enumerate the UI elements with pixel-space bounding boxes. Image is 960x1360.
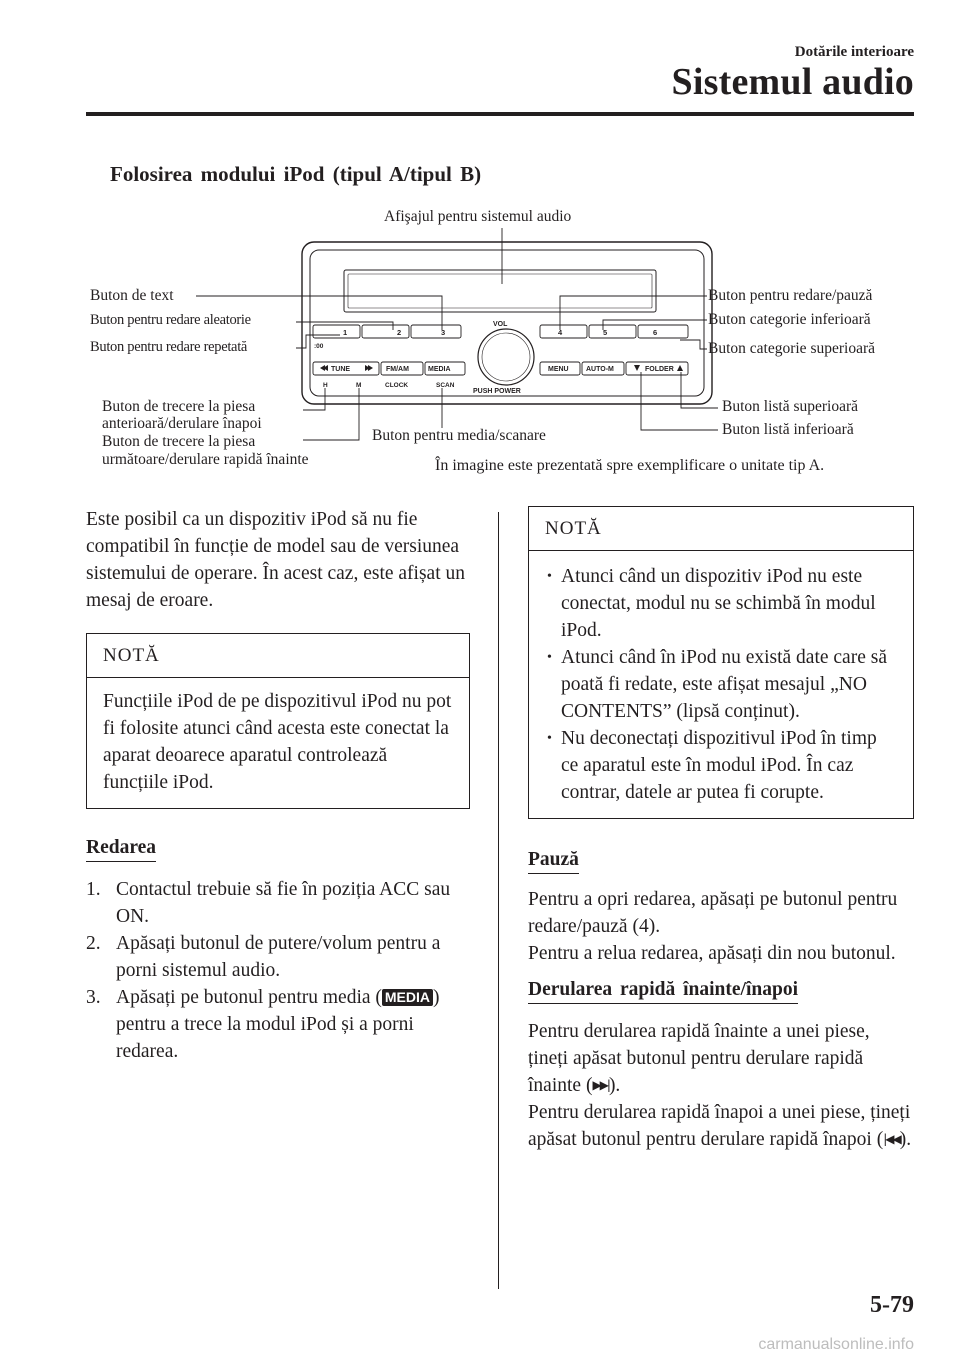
note-bullets: [529, 551, 913, 818]
preset-4-label: 4: [558, 328, 563, 337]
scan-label: SCAN: [436, 382, 455, 389]
push-power-label: PUSH POWER: [473, 388, 521, 395]
step-text: Apăsați butonul de putere/volum pentru a porni sistemul audio.: [116, 933, 441, 981]
preset-button-5: [589, 325, 636, 338]
tune-arrows-icon: [320, 365, 683, 371]
label-repeat-button: Buton pentru redare repetată: [90, 339, 248, 355]
preset-6-label: 6: [653, 328, 658, 337]
note-box-right: [528, 506, 914, 819]
list-item: [86, 876, 470, 930]
list-item: [86, 984, 470, 1065]
note-text: Funcțiile iPod de pe dispozitivul iPod nu pot fi folosite atunci când acesta este conectat la aparat deoarece aparatul controlează funcțiile iPod.: [103, 691, 452, 793]
pauza-title: Pauză: [528, 849, 579, 874]
label-next-track-2: următoare/derulare rapidă înainte: [102, 451, 309, 468]
step-text-pre: Apăsați pe butonul pentru media (: [116, 987, 382, 1008]
step-number: 2.: [86, 933, 101, 954]
label-display: Afişajul pentru sistemul audio: [384, 208, 572, 225]
label-play-pause: Buton pentru redare/pauză: [708, 287, 873, 304]
steps-list: [86, 876, 470, 1065]
left-column: [86, 506, 470, 1065]
derulare-paragraph-1: [528, 1018, 914, 1099]
derulare-text-pre: Pentru derularea rapidă înapoi a unei piese, țineți apăsat butonul pentru derulare rapidă înapoi (: [528, 1102, 911, 1150]
pauza-paragraph-1: Pentru a opri redarea, apăsați pe butonul pentru redare/pauză (4).: [528, 889, 898, 937]
watermark: carmanualsonline.info: [758, 1336, 914, 1353]
folder-label: FOLDER: [645, 366, 674, 373]
list-item: [545, 725, 897, 806]
label-list-up: Buton listă superioară: [722, 398, 859, 415]
intro-paragraph: Este posibil ca un dispozitiv iPod să nu fie compatibil în funcție de model sau de versiunea sistemului de operare. În acest caz, este afișat un mesaj de eroare.: [86, 509, 466, 611]
derulare-text-post: ).: [899, 1129, 912, 1150]
label-list-down: Buton listă inferioară: [722, 421, 854, 438]
bullet-icon: •: [547, 569, 552, 584]
label-next-track-1: Buton de trecere la piesa: [102, 433, 256, 450]
preset-button-4: [540, 325, 587, 338]
unit-display: [344, 270, 656, 312]
list-item: [545, 644, 897, 725]
step-number: 3.: [86, 987, 101, 1008]
bullet-text: Nu deconectați dispozitivul iPod în timp ce aparatul este în modul iPod. În caz contrar, datele ar putea fi corupte.: [561, 728, 877, 803]
derulare-title: Derularea rapidă înainte/înapoi: [528, 979, 798, 1004]
derulare-text-post: ).: [608, 1075, 621, 1096]
audio-unit-figure: [0, 0, 960, 490]
list-item: [545, 563, 897, 644]
section-title: Folosirea modului iPod (tipul A/tipul B): [110, 162, 482, 186]
clock-label: CLOCK: [385, 382, 409, 389]
figure-caption: În imagine este prezentată spre exemplificare o unitate tip A.: [435, 457, 825, 474]
media-label: MEDIA: [428, 366, 451, 373]
step-text-post: ) pentru a trece la modul iPod și a porni redarea.: [116, 987, 440, 1062]
bullet-text: Atunci când în iPod nu există date care să poată fi redate, este afișat mesajul „NO CONTENTS” (lipsă conținut).: [561, 647, 887, 722]
bullet-text: Atunci când un dispozitiv iPod nu este conectat, modul nu se schimbă în modul iPod.: [561, 566, 876, 641]
section-header: Sistemul audio: [671, 61, 914, 103]
redarea-title: Redarea: [86, 837, 156, 862]
bullet-icon: •: [547, 731, 552, 746]
fm-am-label: FM/AM: [386, 366, 409, 373]
derulare-text-pre: Pentru derularea rapidă înainte a unei piese, țineți apăsat butonul pentru derulare rapidă înainte (: [528, 1021, 870, 1096]
note-title: NOTĂ: [529, 507, 913, 551]
chapter-title: Dotările interioare: [794, 44, 914, 60]
preset-button-3: [411, 325, 461, 338]
preset-button-6: [638, 325, 688, 338]
bullet-icon: •: [547, 650, 552, 665]
preset-5-label: 5: [603, 328, 608, 337]
h-label: H: [323, 382, 328, 389]
preset-button-1: [313, 325, 360, 338]
preset-2-label: 2: [397, 328, 402, 337]
label-prev-track-2: anterioară/derulare înapoi: [102, 415, 262, 432]
list-item: [86, 930, 470, 984]
label-media-scan: Buton pentru media/scanare: [372, 427, 546, 444]
preset-button-2: [362, 325, 409, 338]
vol-label: VOL: [493, 321, 508, 328]
derulare-paragraph-2: [528, 1099, 914, 1153]
note-title: NOTĂ: [87, 634, 469, 678]
fast-forward-icon: ▶▶|: [592, 1078, 609, 1092]
label-prev-track-1: Buton de trecere la piesa: [102, 398, 256, 415]
media-button-icon: MEDIA: [382, 989, 433, 1006]
volume-knob: [478, 329, 534, 385]
column-divider: [498, 512, 499, 1289]
auto-m-label: AUTO-M: [586, 366, 614, 373]
rewind-icon: |◀◀: [883, 1132, 900, 1146]
label-random-button: Buton pentru redare aleatorie: [90, 312, 251, 328]
colon-label: :00: [314, 343, 324, 350]
pauza-paragraph-2: Pentru a relua redarea, apăsați din nou butonul.: [528, 943, 896, 964]
tune-label: TUNE: [331, 366, 351, 373]
step-text: Contactul trebuie să fie în poziția ACC sau ON.: [116, 879, 451, 927]
label-category-down: Buton categorie inferioară: [708, 311, 871, 328]
step-number: 1.: [86, 879, 101, 900]
menu-label: MENU: [548, 366, 569, 373]
right-column: [528, 506, 914, 1153]
label-text-button: Buton de text: [90, 287, 174, 304]
preset-1-label: 1: [343, 328, 348, 337]
note-box-left: [86, 633, 470, 809]
m-label: M: [356, 382, 362, 389]
label-category-up: Buton categorie superioară: [708, 340, 875, 357]
preset-3-label: 3: [441, 328, 446, 337]
page-number: 5-79: [870, 1292, 914, 1318]
